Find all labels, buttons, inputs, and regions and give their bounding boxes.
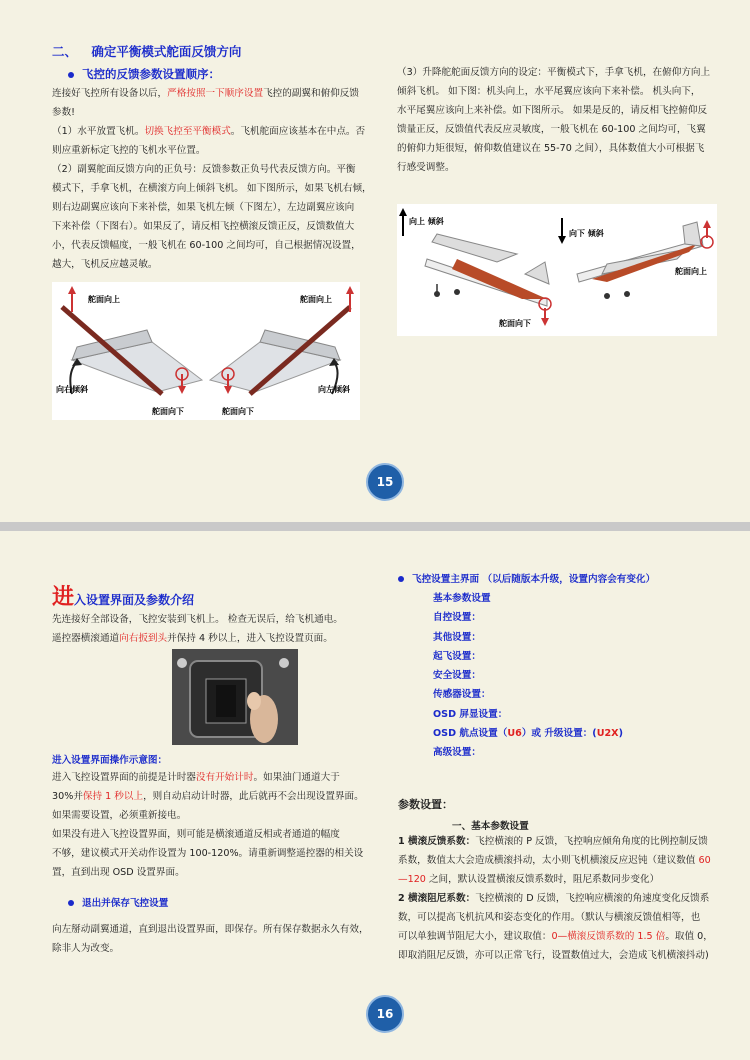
label-nose-down: 向下 倾斜 bbox=[569, 229, 604, 238]
text-segment: ，则自动启动计时器，此后就再不会出现设置界面。 bbox=[143, 791, 364, 802]
text-segment: 并保持 4 秒以上，进入飞控设置页面。 bbox=[167, 633, 333, 644]
text-segment: 基本参数设置 bbox=[433, 593, 491, 604]
label-up-right: 舵面向上 bbox=[300, 295, 332, 304]
text-segment: 高级设置： bbox=[433, 747, 481, 759]
text-segment: 之间，默认设置横滚反馈系数时，阻尼系数同步变化） bbox=[425, 874, 660, 885]
text-segment: 行感受调整。 bbox=[397, 162, 455, 173]
params-heading: 参数设置： bbox=[398, 798, 453, 811]
section-heading bbox=[52, 42, 241, 60]
text-line bbox=[52, 629, 382, 648]
text-segment: 如果没有进入飞控设置界面，则可能是横滚通道反相或者通道的幅度 bbox=[52, 829, 340, 840]
text-segment: 可以单独调节阻尼大小，建议取值： bbox=[398, 931, 552, 942]
page-number-15: 15 bbox=[366, 463, 404, 501]
text-line bbox=[52, 844, 382, 863]
text-segment: 馈量正反，反馈值代表反应灵敏度，一般飞机在 60-100 之间均可，飞翼 bbox=[397, 124, 706, 135]
text-segment: 2 横滚阻尼系数： bbox=[398, 893, 476, 904]
label-down-left: 舵面向下 bbox=[152, 407, 184, 416]
text-line bbox=[398, 832, 728, 851]
text-line bbox=[433, 589, 723, 608]
text-segment: U2X bbox=[596, 728, 619, 740]
text-segment: ）或 升级设置：( bbox=[521, 728, 597, 740]
menu-heading bbox=[398, 571, 655, 585]
text-segment: 如果需要设置，必须重新接电。 bbox=[52, 810, 187, 821]
text-segment: 飞控横滚的 D 反馈，飞控响应横滚的角速度变化反馈系 bbox=[475, 893, 710, 904]
text-line bbox=[433, 705, 723, 724]
transmitter-photo bbox=[172, 649, 298, 745]
text-segment: —120 bbox=[398, 874, 426, 885]
section-number: 二、 bbox=[52, 44, 78, 59]
text-line bbox=[52, 768, 382, 787]
section-title: 确定平衡模式舵面反馈方向 bbox=[91, 44, 242, 59]
text-line bbox=[52, 825, 382, 844]
text-segment: 起飞设置： bbox=[433, 650, 481, 662]
text-segment: 传感器设置： bbox=[433, 689, 491, 701]
exit-heading bbox=[68, 895, 168, 909]
text-line bbox=[52, 179, 382, 198]
text-segment: 除非人为改变。 bbox=[52, 943, 120, 954]
text-segment: 则右边副翼应该向下来补偿，如果飞机左倾（下图左），左边副翼应该向 bbox=[52, 202, 355, 213]
text-line bbox=[433, 647, 723, 666]
text-segment: 的俯仰力矩很短，俯仰数值建议在 55-70 之间），具体数值大小可根据飞 bbox=[397, 143, 705, 154]
elevator-diagram bbox=[397, 204, 717, 336]
right-column-text bbox=[397, 63, 727, 177]
text-segment: 倾斜飞机。 如下图：机头向上，水平尾翼应该向下来补偿。 机头向下， bbox=[397, 86, 701, 97]
text-segment: 数，可以提高飞机抗风和姿态变化的作用。（默认与横滚反馈值相等，也 bbox=[398, 912, 701, 923]
params-subheading: 一、基本参数设置 bbox=[452, 821, 529, 832]
text-segment: 不够，建议模式开关动作设置为 100-120%。请重新调整遥控器的相关设 bbox=[52, 848, 364, 859]
text-line bbox=[398, 889, 728, 908]
subheading-text: 飞控的反馈参数设置顺序： bbox=[82, 67, 220, 81]
text-line bbox=[397, 139, 727, 158]
text-line bbox=[52, 787, 382, 806]
text-segment: 切换飞控至平衡模式 bbox=[144, 126, 231, 137]
text-segment: 1 横滚反馈系数： bbox=[398, 836, 476, 847]
text-segment: 参数! bbox=[52, 107, 76, 118]
text-segment: 水平尾翼应该向上来补偿。如下图所示。 如果是反的，请反相飞控俯仰反 bbox=[397, 105, 708, 116]
text-line bbox=[433, 666, 723, 685]
left-column-text bbox=[52, 84, 382, 274]
text-segment: 置，直到出现 OSD 设置界面。 bbox=[52, 867, 185, 878]
text-segment: 没有开始计时 bbox=[195, 772, 254, 783]
text-line bbox=[52, 141, 382, 160]
text-line bbox=[397, 120, 727, 139]
label-down-right: 舵面向下 bbox=[222, 407, 254, 416]
aileron-figure bbox=[52, 282, 360, 420]
text-segment: （3）升降舵舵面反馈方向的设定：平衡模式下，手拿飞机，在俯仰方向上 bbox=[397, 67, 711, 78]
text-line bbox=[52, 160, 382, 179]
text-segment: 即取消阻尼反馈，亦可以正常飞行，设置数值过大，会造成飞机横滚抖动) bbox=[398, 950, 709, 961]
page16-title bbox=[52, 580, 194, 611]
param-text bbox=[398, 832, 728, 965]
photo-caption: 进入设置界面操作示意图： bbox=[52, 755, 168, 766]
text-line bbox=[433, 743, 723, 762]
text-line bbox=[397, 63, 727, 82]
text-segment: 模式下，手拿飞机，在横滚方向上倾斜飞机。 如下图所示，如果飞机右倾， bbox=[52, 183, 372, 194]
page-16 bbox=[0, 531, 750, 1060]
text-line bbox=[397, 101, 727, 120]
text-segment: 连接好飞控所有设备以后， bbox=[52, 88, 168, 99]
text-segment: 严格按照一下顺序设置 bbox=[167, 88, 264, 99]
elevator-figure bbox=[397, 204, 717, 336]
text-line bbox=[398, 870, 728, 889]
text-line bbox=[398, 927, 728, 946]
text-segment: （2）副翼舵面反馈方向的正负号：反馈参数正负号代表反馈方向。平衡 bbox=[52, 164, 356, 175]
text-line bbox=[433, 608, 723, 627]
text-line bbox=[433, 685, 723, 704]
text-line bbox=[433, 628, 723, 647]
text-segment: 保持 1 秒以上 bbox=[82, 791, 144, 802]
text-segment: 。飞机舵面应该基本在中点。否 bbox=[230, 126, 366, 137]
text-line bbox=[52, 255, 382, 274]
subheading bbox=[68, 66, 220, 82]
label-surface-up: 舵面向上 bbox=[675, 267, 707, 276]
body-text bbox=[52, 768, 382, 882]
text-segment: 遥控器横滚通道 bbox=[52, 633, 120, 644]
text-line bbox=[398, 851, 728, 870]
label-surface-down: 舵面向下 bbox=[499, 319, 531, 328]
text-segment: 则应重新标定飞控的飞机水平位置。 bbox=[52, 145, 206, 156]
exit-text bbox=[52, 920, 382, 958]
text-segment: （1）水平放置飞机。 bbox=[52, 126, 145, 137]
transmitter-image bbox=[172, 649, 298, 745]
text-line bbox=[52, 103, 382, 122]
text-line bbox=[397, 158, 727, 177]
text-segment: ) bbox=[618, 728, 623, 740]
title-rest: 入设置界面及参数介绍 bbox=[74, 593, 195, 607]
text-segment: U6 bbox=[507, 728, 522, 740]
text-segment: 向左掰动副翼通道，直到退出设置界面，即保存。所有保存数据永久有效， bbox=[52, 924, 369, 935]
page-15 bbox=[0, 0, 750, 522]
text-segment: 系数，数值太大会造成横滚抖动，太小则飞机横滚反应迟钝（建议数值 bbox=[398, 855, 699, 866]
label-nose-up: 向上 倾斜 bbox=[409, 217, 444, 226]
title-big-char: 进 bbox=[52, 585, 75, 610]
text-segment: 。如果油门通道大于 bbox=[253, 772, 340, 783]
label-up-left: 舵面向上 bbox=[88, 295, 120, 304]
text-line bbox=[52, 863, 382, 882]
text-line bbox=[52, 198, 382, 217]
text-segment: OSD 屏显设置： bbox=[433, 708, 508, 720]
text-line bbox=[52, 939, 382, 958]
text-segment: 进入飞控设置界面的前提是计时器 bbox=[52, 772, 196, 783]
text-line bbox=[397, 82, 727, 101]
label-tilt-left: 向左倾斜 bbox=[318, 385, 350, 394]
text-line bbox=[52, 610, 382, 629]
text-line bbox=[52, 236, 382, 255]
text-line bbox=[52, 806, 382, 825]
text-segment: 0—横滚反馈系数的 1.5 倍 bbox=[551, 931, 666, 942]
text-line bbox=[398, 908, 728, 927]
text-segment: 安全设置： bbox=[433, 670, 481, 682]
menu-list bbox=[433, 589, 723, 763]
text-segment: OSD 航点设置（ bbox=[433, 728, 508, 740]
bullet-icon bbox=[398, 576, 404, 582]
text-segment: 飞控横滚的 P 反馈，飞控响应倾角角度的比例控制反馈 bbox=[475, 836, 708, 847]
text-segment: 先连接好全部设备，飞控安装到飞机上。 检查无误后，给飞机通电。 bbox=[52, 614, 343, 625]
text-segment: 自控设置： bbox=[433, 612, 481, 624]
text-segment: 越大，飞机反应越灵敏。 bbox=[52, 259, 158, 270]
text-line bbox=[52, 84, 382, 103]
label-tilt-right: 向右倾斜 bbox=[56, 385, 88, 394]
text-segment: 。取值 0， bbox=[665, 931, 713, 942]
text-line bbox=[398, 946, 728, 965]
page-number-16: 16 bbox=[366, 995, 404, 1033]
text-segment: 飞控的副翼和俯仰反馈 bbox=[263, 88, 359, 99]
text-line bbox=[52, 920, 382, 939]
text-line bbox=[433, 724, 723, 743]
bullet-icon bbox=[68, 72, 74, 78]
exit-heading-text: 退出并保存飞控设置 bbox=[82, 898, 169, 909]
text-segment: 60 bbox=[698, 855, 711, 866]
text-segment: 其他设置： bbox=[433, 631, 481, 643]
text-segment: 向右扳到头 bbox=[119, 633, 168, 644]
text-segment: 下来补偿（下图右）。如果反了，请反相飞控横滚反馈正反，反馈数值大 bbox=[52, 221, 355, 232]
text-segment: 小，代表反馈幅度，一般飞机在 60-100 之间均可，自己根据情况设置， bbox=[52, 240, 361, 251]
bullet-icon bbox=[68, 900, 74, 906]
text-line bbox=[52, 122, 382, 141]
menu-heading-text: 飞控设置主界面 （以后随版本升级，设置内容会有变化） bbox=[412, 574, 656, 585]
text-line bbox=[52, 217, 382, 236]
intro-text bbox=[52, 610, 382, 648]
text-segment: 30%并 bbox=[52, 791, 83, 802]
